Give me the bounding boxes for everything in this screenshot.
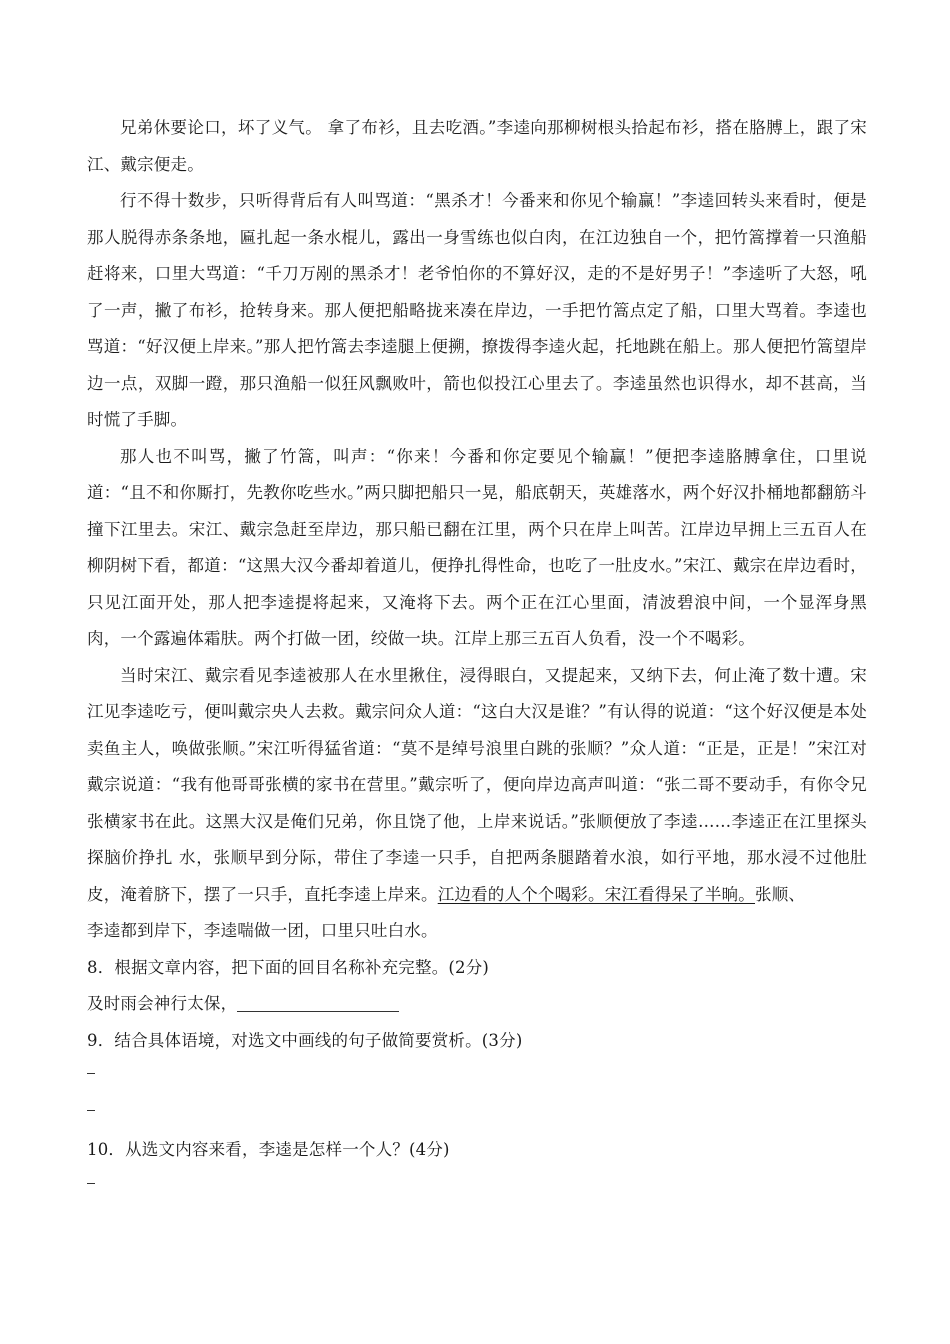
- answer-line-10a[interactable]: [87, 1169, 867, 1206]
- passage-paragraph-4-main: 当时宋江、戴宗看见李逵被那人在水里揪住，浸得眼白，又提起来，又纳下去，何止淹了数十遭。宋江见李逵吃亏，便叫戴宗央人去救。戴宗问众人道：“这白大汉是谁？”有认得的说道：“这个好汉便是本处卖鱼主人，唤做张顺。”宋江听得猛省道：“莫不是绰号浪里白跳的张顺？”众人道：“正是，正是！”宋江对戴宗说道：“我有他哥哥张横的家书在营里。”戴宗听了，便向岸边高声叫道：“张二哥不要动手，有你令兄张横家书在此。这黑大汉是俺们兄弟，你且饶了他，上岸来说话。”张顺便放了李逵……李逵正在江里探头探脑价挣扎 水，张顺早到分际，带住了李逵一只手，自把两条腿踏着水浪，如行平地，那水浸不过他肚皮，淹着脐下，摆了一只手，直托李逵上岸来。: [87, 665, 867, 904]
- question-10: 10．从选文内容来看，李逵是怎样一个人？(4分): [87, 1140, 450, 1159]
- answer-dash: [87, 1182, 95, 1184]
- passage-paragraph-2: 行不得十数步，只听得背后有人叫骂道：“黑杀才！今番来和你见个输赢！”李逵回转头来看时，便是那人脱得赤条条地，匾扎起一条水棍儿，露出一身雪练也似白肉，在江边独自一个，把竹篙撑着一只渔船赶将来，口里大骂道：“千刀万剐的黑杀才！老爷怕你的不算好汉，走的不是好男子！”李逵听了大怒，吼了一声，撇了布衫，抢转身来。那人便把船略拢来凑在岸边，一手把竹篙点定了船，口里大骂着。李逵也骂道：“好汉便上岸来。”那人把竹篙去李逵腿上便搠，撩拨得李逵火起，托地跳在船上。那人便把竹篙望岸边一点，双脚一蹬，那只渔船一似狂风飘败叶，箭也似投江心里去了。李逵虽然也识得水，却不甚高，当时慌了手脚。: [87, 191, 867, 429]
- passage-paragraph-5: 李逵都到岸下，李逵喘做一团，口里只吐白水。: [87, 921, 438, 940]
- underlined-sentence: 江边看的人个个喝彩。宋江看得呆了半晌。: [437, 884, 756, 904]
- passage-paragraph-4-tail: 张顺、: [755, 884, 806, 904]
- answer-dash: [87, 1072, 95, 1074]
- answer-blank[interactable]: [237, 1010, 399, 1012]
- answer-line-9a[interactable]: [87, 1059, 867, 1096]
- passage-paragraph-4: [87, 658, 867, 914]
- passage-paragraph-3: 那人也不叫骂，撇了竹篙，叫声：“你来！今番和你定要见个输赢！”便把李逵胳膊拿住，口里说道：“且不和你厮打，先教你吃些水。”两只脚把船只一晃，船底朝天，英雄落水，两个好汉扑桶地都翻筋斗撞下江里去。宋江、戴宗急赶至岸边，那只船已翻在江里，两个只在岸上叫苦。江岸边早拥上三五百人在柳阴树下看，都道：“这黑大汉今番却着道儿，便挣扎得性命，也吃了一肚皮水。”宋江、戴宗在岸边看时，只见江面开处，那人把李逵提将起来，又淹将下去。两个正在江心里面，清波碧浪中间，一个显浑身黑肉，一个露遍体霜肤。两个打做一团，绞做一块。江岸上那三五百人负看，没一个不喝彩。: [87, 446, 867, 648]
- answer-dash: [87, 1109, 95, 1111]
- answer-line-9b[interactable]: [87, 1096, 867, 1133]
- passage-paragraph-1: 兄弟休要论口，坏了义气。 拿了布衫，且去吃酒。”李逵向那柳树根头拾起布衫，搭在胳膊上，跟了宋江、戴宗便走。: [87, 118, 867, 174]
- document-page: [87, 110, 867, 1205]
- question-8: 8．根据文章内容，把下面的回目名称补充完整。(2分): [87, 957, 490, 977]
- question-9: 9．结合具体语境，对选文中画线的句子做简要赏析。(3分): [87, 1030, 523, 1050]
- question-8-prompt: 及时雨会神行太保，: [87, 994, 238, 1013]
- question-8-answer-line: [87, 986, 867, 1023]
